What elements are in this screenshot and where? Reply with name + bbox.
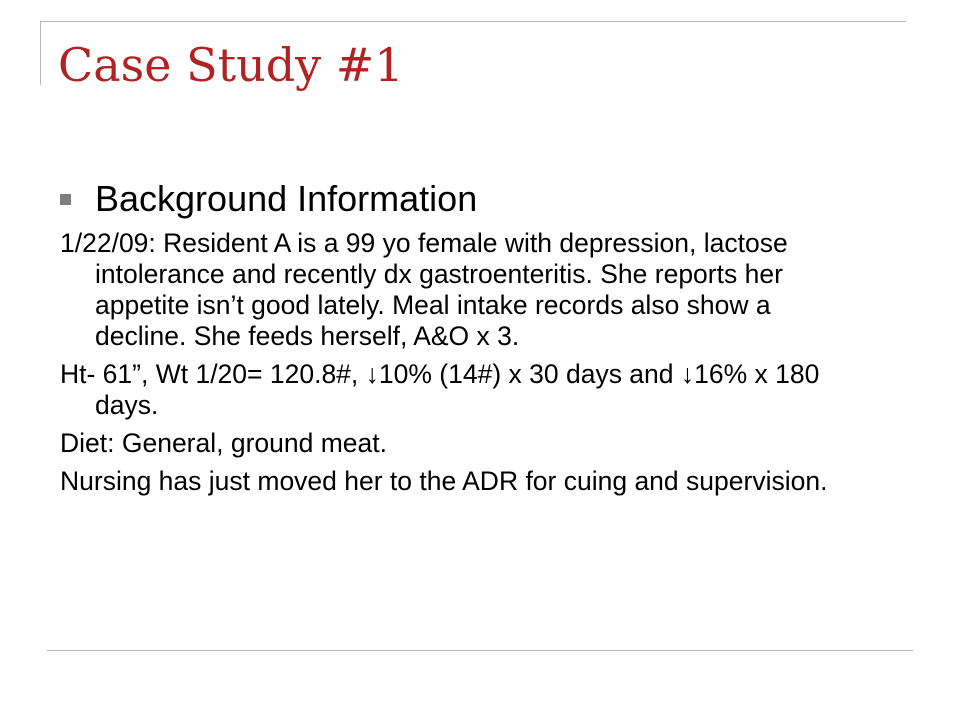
square-bullet-icon xyxy=(60,194,71,205)
paragraph-nursing: Nursing has just moved her to the ADR for cuing and supervision. xyxy=(60,466,828,496)
frame-bottom-line xyxy=(47,650,913,651)
frame-top-line xyxy=(40,21,906,22)
slide-title: Case Study #1 xyxy=(58,38,404,92)
bullet-heading: Background Information xyxy=(95,178,478,219)
bullet-heading-row xyxy=(60,172,860,226)
frame-left-line xyxy=(40,21,41,85)
paragraph-diet: Diet: General, ground meat. xyxy=(60,428,388,458)
paragraph-background: 1/22/09: Resident A is a 99 yo female with depression, lactose intolerance and recently dx gastroenteritis. She reports her appetite isn’t good lately. Meal intake records also show a decline. She feeds herself, A&O x 3. xyxy=(60,228,788,351)
paragraph-weight: Ht- 61”, Wt 1/20= 120.8#, ↓10% (14#) x 30 days and ↓16% x 180 days. xyxy=(60,359,820,420)
slide-body xyxy=(60,172,860,504)
